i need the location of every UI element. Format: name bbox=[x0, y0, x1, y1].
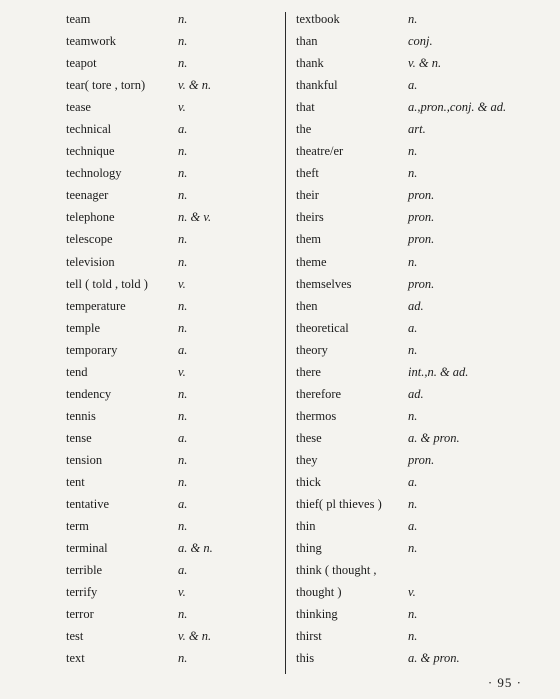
part-of-speech: a. bbox=[178, 430, 188, 445]
headword: there bbox=[296, 364, 321, 379]
headword: theirs bbox=[296, 210, 324, 225]
headword: tell ( told , told ) bbox=[66, 276, 148, 291]
entry-row bbox=[66, 295, 281, 317]
part-of-speech: n. bbox=[178, 298, 188, 313]
entry-row bbox=[66, 625, 281, 647]
headword: tension bbox=[66, 452, 103, 467]
entry-row bbox=[66, 471, 281, 493]
headword: than bbox=[296, 34, 318, 49]
entry-row bbox=[66, 206, 281, 228]
part-of-speech: pron. bbox=[408, 188, 435, 203]
part-of-speech: a.,pron.,conj. & ad. bbox=[408, 100, 507, 115]
part-of-speech: n. bbox=[178, 320, 188, 335]
headword: textbook bbox=[296, 12, 340, 26]
headword: thing bbox=[296, 541, 322, 556]
part-of-speech: n. bbox=[408, 541, 418, 556]
part-of-speech: n. bbox=[178, 607, 188, 622]
headword: thief( pl thieves ) bbox=[296, 497, 382, 512]
part-of-speech: v. & n. bbox=[178, 629, 212, 644]
entry-row bbox=[66, 647, 281, 669]
entry-row bbox=[296, 537, 546, 559]
part-of-speech: n. bbox=[408, 408, 418, 423]
headword: text bbox=[66, 651, 85, 666]
entry-row bbox=[296, 273, 546, 295]
entry-row bbox=[66, 427, 281, 449]
part-of-speech: a. bbox=[178, 342, 188, 357]
headword: thin bbox=[296, 519, 316, 534]
headword: temple bbox=[66, 320, 101, 335]
entry-row bbox=[66, 251, 281, 273]
part-of-speech: n. bbox=[178, 34, 188, 49]
entry-row bbox=[66, 361, 281, 383]
entry-row bbox=[66, 317, 281, 339]
entry-row bbox=[66, 383, 281, 405]
entry-row bbox=[66, 273, 281, 295]
entry-row bbox=[66, 228, 281, 250]
part-of-speech: a. bbox=[178, 122, 188, 137]
part-of-speech: a. bbox=[408, 519, 418, 534]
entry-row bbox=[296, 603, 546, 625]
part-of-speech: a. bbox=[408, 474, 418, 489]
part-of-speech: conj. bbox=[408, 34, 433, 49]
headword: thinking bbox=[296, 607, 338, 622]
entry-row bbox=[296, 295, 546, 317]
part-of-speech: n. bbox=[178, 188, 188, 203]
part-of-speech: n. bbox=[178, 144, 188, 159]
part-of-speech: pron. bbox=[408, 276, 435, 291]
headword: terminal bbox=[66, 541, 108, 556]
part-of-speech: n. bbox=[178, 232, 188, 247]
entry-row bbox=[296, 647, 546, 669]
headword: therefore bbox=[296, 386, 342, 401]
headword: their bbox=[296, 188, 319, 203]
part-of-speech: v. & n. bbox=[178, 78, 212, 93]
headword: theft bbox=[296, 166, 319, 181]
right-word-column bbox=[296, 8, 546, 669]
left-word-column bbox=[66, 8, 281, 669]
entry-row bbox=[66, 405, 281, 427]
page-number: · 95 · bbox=[487, 675, 522, 690]
headword: tent bbox=[66, 474, 85, 489]
headword: technical bbox=[66, 122, 112, 137]
entry-row bbox=[296, 339, 546, 361]
headword: theoretical bbox=[296, 320, 349, 335]
headword: team bbox=[66, 12, 91, 26]
part-of-speech: a. bbox=[178, 497, 188, 512]
part-of-speech: n. bbox=[178, 386, 188, 401]
entry-row bbox=[296, 30, 546, 52]
part-of-speech: n. bbox=[408, 342, 418, 357]
entry-row bbox=[296, 625, 546, 647]
headword: television bbox=[66, 254, 115, 269]
entry-row bbox=[296, 405, 546, 427]
entry-row bbox=[296, 184, 546, 206]
entry-row bbox=[66, 8, 281, 30]
part-of-speech: n. bbox=[408, 497, 418, 512]
part-of-speech: int.,n. & ad. bbox=[408, 364, 469, 379]
part-of-speech: ad. bbox=[408, 298, 424, 313]
part-of-speech: a. bbox=[178, 563, 188, 578]
headword: thick bbox=[296, 474, 321, 489]
part-of-speech: n. bbox=[178, 166, 188, 181]
part-of-speech: n. bbox=[178, 452, 188, 467]
part-of-speech: n. bbox=[178, 56, 188, 71]
entry-row bbox=[296, 471, 546, 493]
part-of-speech: n. bbox=[178, 474, 188, 489]
entry-row bbox=[66, 74, 281, 96]
entry-row bbox=[296, 515, 546, 537]
part-of-speech: n. bbox=[408, 144, 418, 159]
headword: temporary bbox=[66, 342, 118, 357]
headword: tentative bbox=[66, 497, 110, 512]
part-of-speech: n. bbox=[178, 12, 188, 26]
part-of-speech: n. bbox=[408, 12, 418, 26]
part-of-speech: n. bbox=[408, 629, 418, 644]
headword: teamwork bbox=[66, 34, 116, 49]
part-of-speech: v. bbox=[408, 585, 416, 600]
entry-row bbox=[66, 184, 281, 206]
headword: thermos bbox=[296, 408, 337, 423]
headword: tend bbox=[66, 364, 88, 379]
headword: terror bbox=[66, 607, 94, 622]
entry-row bbox=[296, 493, 546, 515]
headword: the bbox=[296, 122, 312, 137]
entry-row bbox=[66, 339, 281, 361]
entry-row bbox=[296, 206, 546, 228]
entry-row bbox=[66, 493, 281, 515]
headword: then bbox=[296, 298, 318, 313]
entry-row bbox=[296, 383, 546, 405]
part-of-speech: n. bbox=[178, 254, 188, 269]
entry-row bbox=[66, 449, 281, 471]
headword: telephone bbox=[66, 210, 115, 225]
entry-row bbox=[66, 52, 281, 74]
headword: thirst bbox=[296, 629, 322, 644]
part-of-speech: ad. bbox=[408, 386, 424, 401]
column-divider bbox=[285, 12, 286, 674]
part-of-speech: v. bbox=[178, 585, 186, 600]
entry-row bbox=[66, 515, 281, 537]
headword: tease bbox=[66, 100, 91, 115]
headword: telescope bbox=[66, 232, 113, 247]
entry-row bbox=[296, 162, 546, 184]
entry-row bbox=[296, 52, 546, 74]
entry-row bbox=[296, 317, 546, 339]
headword: temperature bbox=[66, 298, 126, 313]
entry-row bbox=[296, 449, 546, 471]
headword: thought ) bbox=[296, 585, 342, 600]
headword: test bbox=[66, 629, 84, 644]
entry-row bbox=[66, 603, 281, 625]
headword: them bbox=[296, 232, 321, 247]
part-of-speech: n. bbox=[408, 607, 418, 622]
part-of-speech: n. bbox=[408, 166, 418, 181]
part-of-speech: pron. bbox=[408, 210, 435, 225]
headword: they bbox=[296, 452, 318, 467]
headword: theory bbox=[296, 342, 328, 357]
headword: theatre/er bbox=[296, 144, 344, 159]
entry-row bbox=[66, 559, 281, 581]
headword: teapot bbox=[66, 56, 97, 71]
entry-row bbox=[66, 96, 281, 118]
part-of-speech: a. & pron. bbox=[408, 651, 460, 666]
headword: tennis bbox=[66, 408, 96, 423]
part-of-speech: n. & v. bbox=[178, 210, 212, 225]
part-of-speech: n. bbox=[178, 651, 188, 666]
headword: thankful bbox=[296, 78, 338, 93]
headword: tendency bbox=[66, 386, 112, 401]
entry-row bbox=[296, 251, 546, 273]
entry-row bbox=[296, 581, 546, 603]
headword: terrify bbox=[66, 585, 98, 600]
headword: these bbox=[296, 430, 322, 445]
headword: term bbox=[66, 519, 89, 534]
part-of-speech: pron. bbox=[408, 452, 435, 467]
entry-row bbox=[296, 8, 546, 30]
part-of-speech: a. & pron. bbox=[408, 430, 460, 445]
headword: that bbox=[296, 100, 315, 115]
entry-row bbox=[66, 537, 281, 559]
part-of-speech: v. & n. bbox=[408, 56, 442, 71]
headword: themselves bbox=[296, 276, 352, 291]
entry-row bbox=[66, 162, 281, 184]
part-of-speech: art. bbox=[408, 122, 426, 137]
headword: tear( tore , torn) bbox=[66, 78, 146, 93]
entry-row bbox=[66, 140, 281, 162]
entry-row bbox=[296, 559, 546, 581]
part-of-speech: n. bbox=[178, 519, 188, 534]
part-of-speech: a. bbox=[408, 78, 418, 93]
headword: this bbox=[296, 651, 315, 666]
entry-row bbox=[296, 96, 546, 118]
entry-row bbox=[66, 30, 281, 52]
headword: teenager bbox=[66, 188, 109, 203]
headword: technology bbox=[66, 166, 122, 181]
headword: theme bbox=[296, 254, 327, 269]
part-of-speech: pron. bbox=[408, 232, 435, 247]
headword: technique bbox=[66, 144, 115, 159]
part-of-speech: v. bbox=[178, 100, 186, 115]
part-of-speech: v. bbox=[178, 364, 186, 379]
entry-row bbox=[296, 228, 546, 250]
entry-row bbox=[296, 361, 546, 383]
headword: think ( thought , bbox=[296, 563, 377, 578]
entry-row bbox=[296, 74, 546, 96]
part-of-speech: n. bbox=[178, 408, 188, 423]
entry-row bbox=[296, 427, 546, 449]
headword: thank bbox=[296, 56, 324, 71]
entry-row bbox=[66, 581, 281, 603]
part-of-speech: a. bbox=[408, 320, 418, 335]
part-of-speech: n. bbox=[408, 254, 418, 269]
headword: tense bbox=[66, 430, 92, 445]
entry-row bbox=[296, 140, 546, 162]
entry-row bbox=[296, 118, 546, 140]
part-of-speech: v. bbox=[178, 276, 186, 291]
entry-row bbox=[66, 118, 281, 140]
part-of-speech: a. & n. bbox=[178, 541, 213, 556]
headword: terrible bbox=[66, 563, 103, 578]
